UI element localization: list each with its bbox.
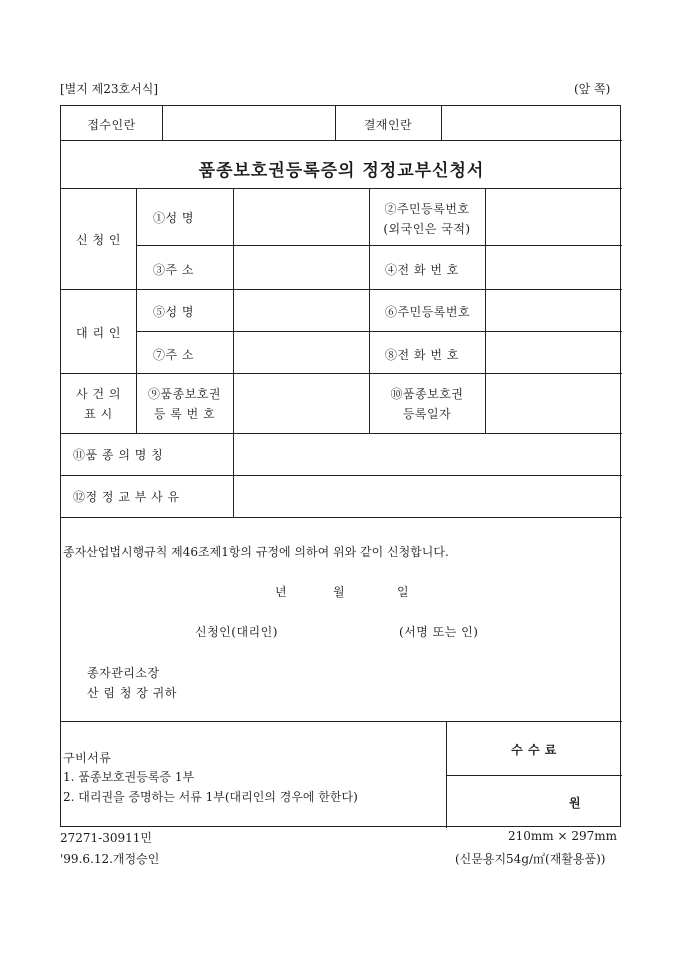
recipient-line2: 산 림 청 장 귀하 — [87, 686, 177, 700]
form-code: 27271-30911민 — [60, 831, 152, 845]
agent-label: 대 리 인 — [76, 326, 121, 340]
applicant-address-label: ③주 소 — [153, 263, 194, 277]
applicant-phone-label: ④전 화 번 호 — [385, 263, 459, 277]
recipient-line1: 종자관리소장 — [87, 666, 160, 680]
variety-name-label: ⑪품 종 의 명 칭 — [73, 448, 164, 462]
paper-spec: (신문용지54g/㎡(재활용품)) — [455, 852, 606, 866]
required-documents-title: 구비서류 — [63, 751, 112, 765]
registration-date-label-line2: 등록일자 — [402, 407, 452, 421]
correction-reason-label: ⑫정 정 교 부 사 유 — [73, 490, 180, 504]
receipt-stamp-label: 접수인란 — [87, 118, 136, 132]
applicant-label: 신 청 인 — [76, 233, 121, 247]
decision-stamp-label: 결재인란 — [363, 118, 413, 132]
agent-name-label: ⑤성 명 — [153, 305, 194, 319]
date-day-label: 일 — [397, 585, 410, 599]
registration-date-label-line1: ⑩품종보호권 — [390, 387, 464, 401]
application-form — [60, 105, 621, 827]
agent-address-label: ⑦주 소 — [153, 348, 194, 362]
applicant-id-note: (외국인은 국적) — [383, 222, 471, 236]
agent-id-label: ⑥주민등록번호 — [385, 305, 471, 319]
form-number: [별지 제23호서식] — [60, 82, 158, 96]
fee-label: 수 수 료 — [511, 743, 557, 757]
date-year-label: 년 — [275, 585, 288, 599]
signature-seal-label: (서명 또는 인) — [399, 625, 479, 639]
applicant-id-label: ②주민등록번호 — [384, 202, 470, 216]
registration-number-label-line2: 등 록 번 호 — [153, 407, 216, 421]
form-title: 품종보호권등록증의 정정교부신청서 — [198, 161, 485, 181]
revision-approval: '99.6.12.개정승인 — [60, 852, 160, 866]
required-document-item: 1. 품종보호권등록증 1부 — [63, 770, 195, 784]
date-month-label: 월 — [333, 585, 346, 599]
registration-number-label-line1: ⑨품종보호권 — [148, 387, 221, 401]
agent-phone-label: ⑧전 화 번 호 — [385, 348, 459, 362]
declaration-text: 종자산업법시행규칙 제46조제1항의 규정에 의하여 위와 같이 신청합니다. — [63, 545, 449, 559]
paper-size: 210mm × 297mm — [508, 829, 618, 843]
case-label-line1: 사 건 의 — [76, 387, 121, 401]
fee-unit: 원 — [569, 796, 582, 810]
page-side: (앞 쪽) — [574, 82, 611, 96]
applicant-name-label: ①성 명 — [153, 211, 194, 225]
case-label-line2: 표 시 — [84, 407, 113, 421]
required-document-item: 2. 대리권을 증명하는 서류 1부(대리인의 경우에 한한다) — [63, 790, 358, 804]
signature-applicant-label: 신청인(대리인) — [195, 625, 278, 639]
